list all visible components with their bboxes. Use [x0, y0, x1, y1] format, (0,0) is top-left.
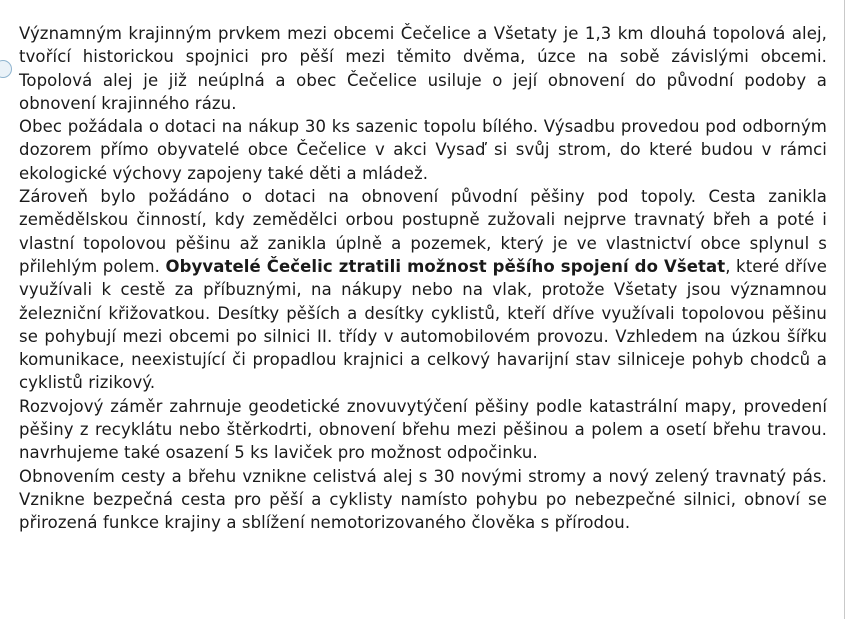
- paragraph-obnoveni-pesiny-start: Zároveň bylo požádáno o dotaci na obnovení původní pěšiny pod topoly. Cesta zanikla zemědělskou činností, kdy zemědělci orbou postupně zužovali nejprve travnatý břeh a poté i vlastní topolovou pěšinu až zanikla úplně a pozemek, který je ve vlastnictví obce splynul s přilehlým polem.: [19, 187, 827, 276]
- paragraph-vysledek: Obnovením cesty a břehu vznikne celistvá alej s 30 novými stromy a nový zelený travnatý pás. Vznikne bezpečná cesta pro pěší a cyklisty namísto pohybu po nebezpečné silnici, obnoví se přirozená funkce krajiny a sblížení nemotorizovaného člověka s přírodou.: [19, 466, 827, 533]
- circle-marker-icon: [0, 60, 12, 78]
- page-edge-divider: [844, 0, 845, 619]
- paragraph-obnoveni-pesiny-end: , které dříve využívali k cestě za příbuznými, na nákupy nebo na vlak, protože Všetaty jsou významnou železniční křižovatkou. Desítky pěších a desítky cyklistů, kteří dříve využívali topolovou pěšinu se pohybují mezi obcemi po silnici II. třídy v automobilovém provozu. Vzhledem na úzkou šířku komunikace, neexistující či propadlou krajnici a celkový havarijní stav silniceje pohyb chodců a cyklistů rizikový.: [19, 256, 827, 393]
- paragraph-dotace-sazenice: Obec požádala o dotaci na nákup 30 ks sazenic topolu bílého. Výsadbu provedou pod odborným dozorem přímo obyvatelé obce Čečelice v akci Vysaď si svůj strom, do které budou v rámci ekologické výchovy zapojeny také děti a mládež.: [19, 117, 827, 183]
- paragraph-obnoveni-pesiny-emphasis: Obyvatelé Čečelic ztratili možnost pěšího spojení do Všetat: [165, 256, 726, 276]
- paragraph-rozvojovy-zamer: Rozvojový záměr zahrnuje geodetické znovuvytýčení pěšiny podle katastrální mapy, provedení pěšiny z recyklátu nebo štěrkodrti, obnovení břehu mezi pěšinou a polem a osetí břehu travou. navrhujeme také osazení 5 ks laviček pro možnost odpočinku.: [19, 396, 827, 463]
- paragraph-alej-intro: Významným krajinným prvkem mezi obcemi Čečelice a Všetaty je 1,3 km dlouhá topolová alej, tvořící historickou spojnici pro pěší mezi těmito dvěma, úzce na sobě závislými obcemi. Topolová alej je již neúplná a obec Čečelice usiluje o její obnovení do původní podoby a obnovení krajinného rázu.: [19, 24, 827, 113]
- document-body: [19, 22, 827, 535]
- paragraph-obnoveni-pesiny: [19, 185, 827, 395]
